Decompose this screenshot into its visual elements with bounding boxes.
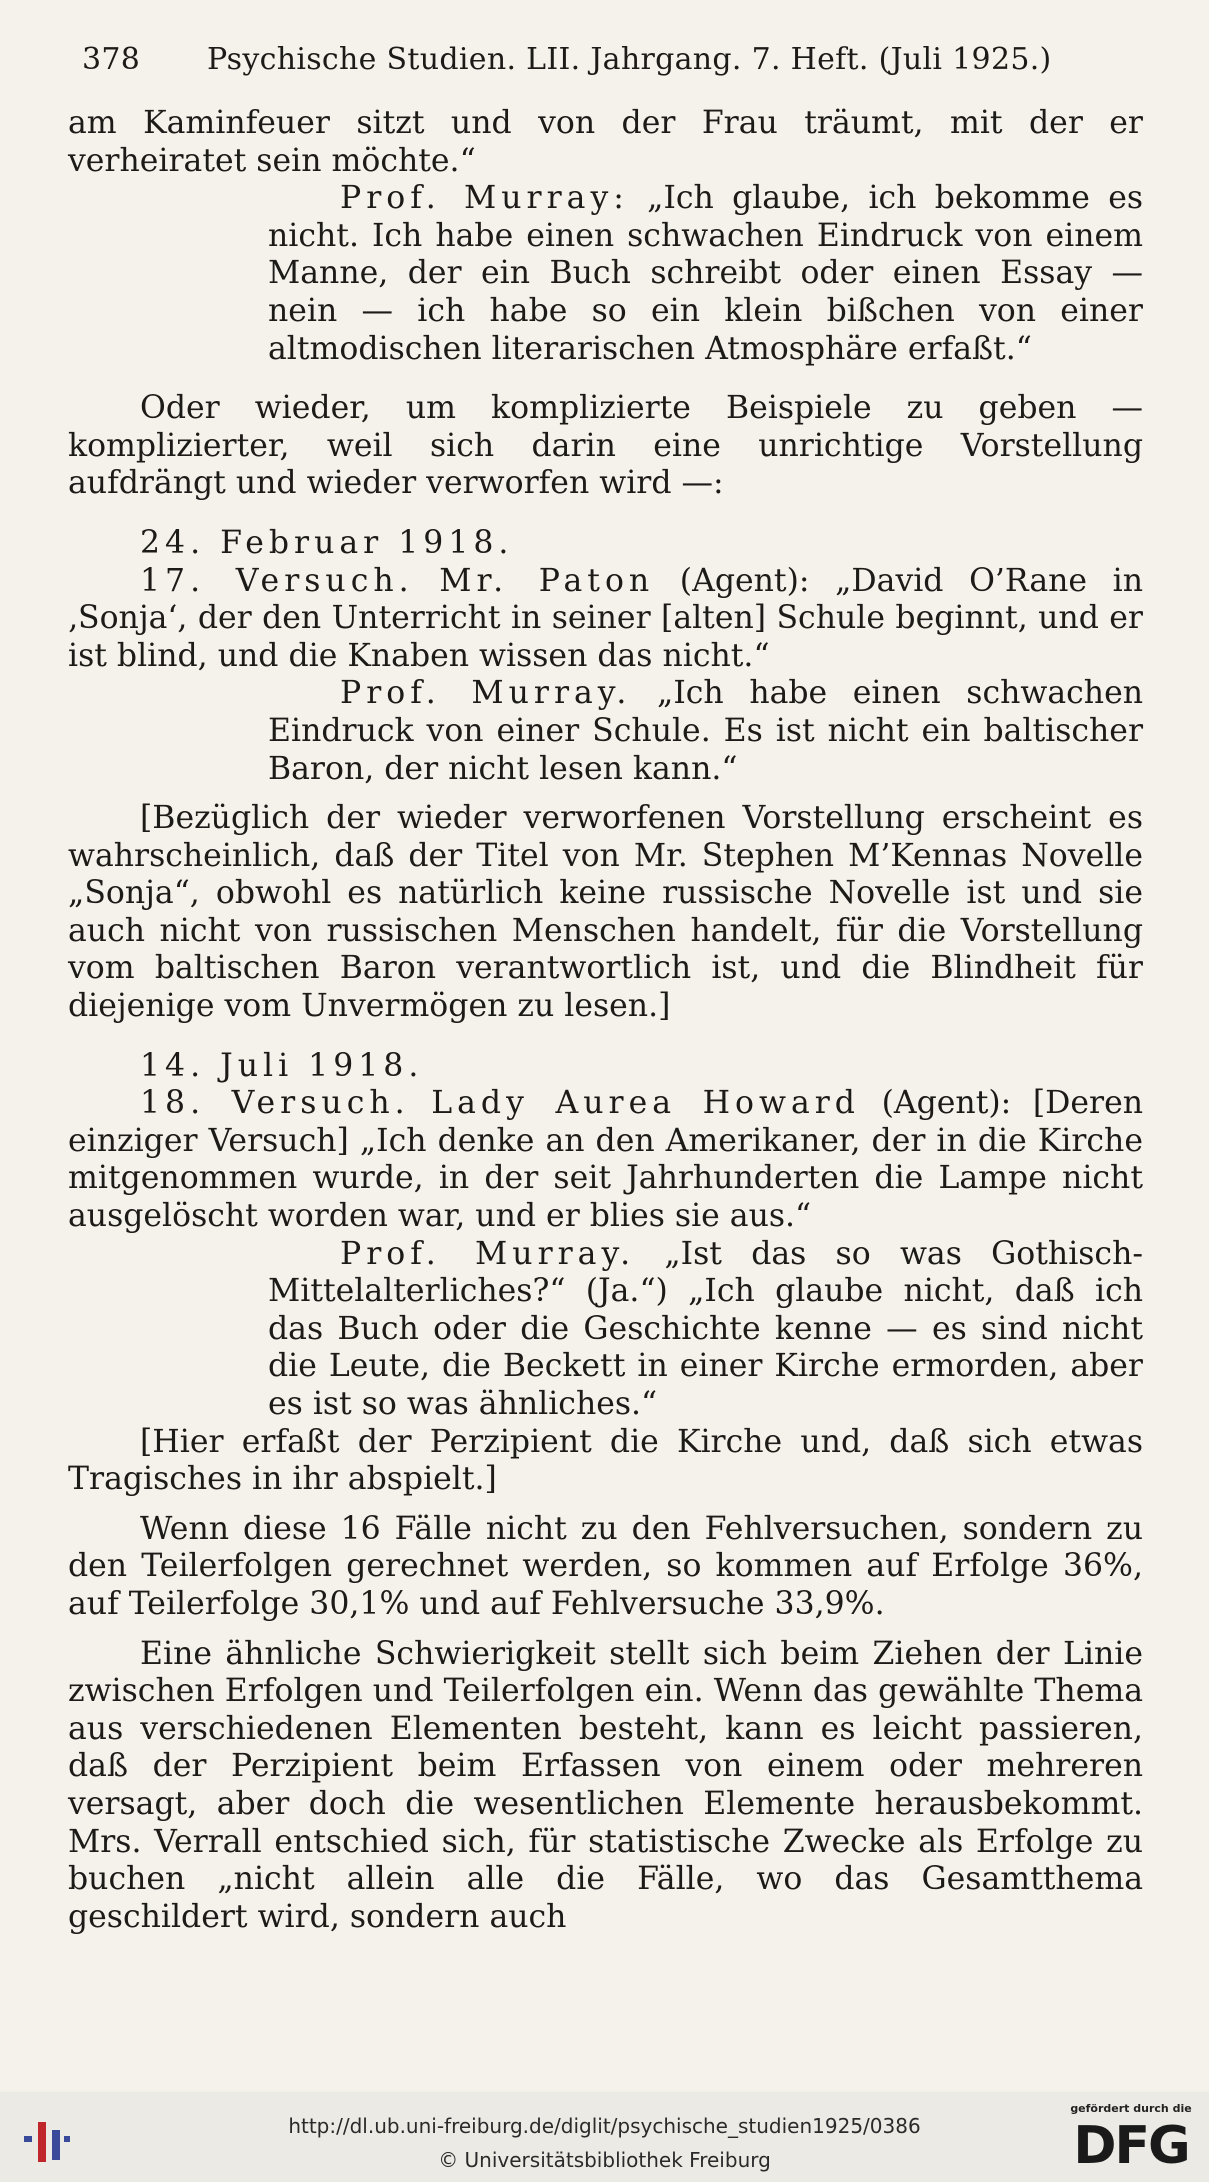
section-date: 14. Juli 1918. bbox=[140, 1047, 424, 1084]
dfg-logo bbox=[1066, 2102, 1196, 2178]
document-url[interactable]: http://dl.ub.uni-freiburg.de/diglit/psychische_studien1925/0386 bbox=[288, 2114, 921, 2138]
agent-name: Mr. Paton bbox=[439, 562, 655, 599]
editorial-note: [Hier erfaßt der Perzipient die Kirche und, daß sich etwas Tragisches in ihr abspielt.] bbox=[68, 1423, 1143, 1498]
paragraph: am Kaminfeuer sitzt und von der Frau träumt, mit der er verheiratet sein möchte.“ bbox=[68, 105, 1143, 179]
experiment-label: 17. Versuch. bbox=[140, 562, 414, 599]
running-title: Psychische Studien. LII. Jahrgang. 7. Heft. (Juli 1925.) bbox=[207, 42, 1052, 77]
reply-murray-18 bbox=[68, 1236, 1143, 1424]
experiment-17 bbox=[68, 563, 1143, 676]
reply-text: „Ich habe einen schwachen Eindruck von einer Schule. Es ist nicht ein baltischer Baron, der nicht lesen kann.“ bbox=[268, 675, 1144, 787]
section-date: 24. Februar 1918. bbox=[140, 524, 514, 561]
page-number: 378 bbox=[82, 42, 141, 77]
reply-text: „Ist das so was Gothisch-Mittelalterliches?“ (Ja.“) „Ich glaube nicht, daß ich das Buch oder die Geschichte kenne — es sind nicht die Leute, die Beckett in einer Kirche ermorden, aber es ist so was ähnliches.“ bbox=[268, 1235, 1144, 1422]
sponsor-caption: gefördert durch die bbox=[1070, 2102, 1192, 2115]
body-text bbox=[68, 105, 1143, 1936]
paragraph: Wenn diese 16 Fälle nicht zu den Fehlversuchen, sondern zu den Teilerfolgen gerechnet werden, so kommen auf Erfolge 36%, auf Teilerfolge 30,1% und auf Fehlversuche 33,9%. bbox=[68, 1510, 1143, 1622]
speaker-name: Prof. Murray. bbox=[340, 675, 632, 712]
experiment-text: (Agent): [Deren einziger Versuch] „Ich denke an den Amerikaner, der in die Kirche mitgenommen wurde, in der seit Jahrhunderten die Lampe nicht ausgelöscht worden war, und er blies sie aus.“ bbox=[68, 1085, 1144, 1235]
paragraph: Oder wieder, um komplizierte Beispiele zu geben — komplizierter, weil sich darin eine unrichtige Vorstellung aufdrängt und wieder verworfen wird —: bbox=[68, 390, 1143, 502]
paragraph: Eine ähnliche Schwierigkeit stellt sich beim Ziehen der Linie zwischen Erfolgen und Teilerfolgen ein. Wenn das gewählte Thema aus verschiedenen Elementen besteht, kann es leicht passieren, daß der Perzipient beim Erfassen von einem oder mehreren versagt, aber doch die wesentlichen Elemente herausbekommt. Mrs. Verrall entschied sich, für statistische Zwecke als Erfolge zu buchen „nicht allein alle die Fälle, wo das Gesamtthema geschildert wird, sondern auch bbox=[68, 1635, 1143, 1935]
quote-text: „Ich glaube, ich bekomme es nicht. Ich habe einen schwachen Eindruck von einem Manne, der ein Buch schreibt oder einen Essay — nein — ich habe so ein klein bißchen von einer altmodischen literarischen Atmosphäre erfaßt.“ bbox=[268, 180, 1144, 367]
experiment-text: (Agent): „David O’Rane in ‚Sonja‘, der den Unterricht in seiner [alten] Schule beginnt, und er ist blind, und die Knaben wissen das nicht.“ bbox=[68, 562, 1144, 674]
sponsor-logo-text: DFG bbox=[1073, 2116, 1189, 2176]
quote-murray-1 bbox=[68, 180, 1143, 368]
agent-name: Lady Aurea Howard bbox=[431, 1085, 860, 1122]
experiment-18 bbox=[68, 1085, 1143, 1235]
editorial-note: [Bezüglich der wieder verworfenen Vorstellung erscheint es wahrscheinlich, daß der Titel von Mr. Stephen M’Kennas Novelle „Sonja“, obwohl es natürlich keine russische Novelle ist und sie auch nicht von russischen Menschen handelt, für die Vorstellung vom baltischen Baron verantwortlich ist, und die Blindheit für diejenige vom Unvermögen zu lesen.] bbox=[68, 800, 1143, 1025]
reply-murray-17 bbox=[68, 675, 1143, 788]
footer-bar bbox=[0, 2092, 1209, 2182]
speaker-name: Prof. Murray: bbox=[340, 180, 629, 217]
experiment-label: 18. Versuch. bbox=[140, 1085, 410, 1122]
speaker-name: Prof. Murray. bbox=[340, 1235, 636, 1272]
copyright-notice: © Universitätsbibliothek Freiburg bbox=[438, 2148, 771, 2172]
page-header bbox=[82, 42, 1142, 98]
